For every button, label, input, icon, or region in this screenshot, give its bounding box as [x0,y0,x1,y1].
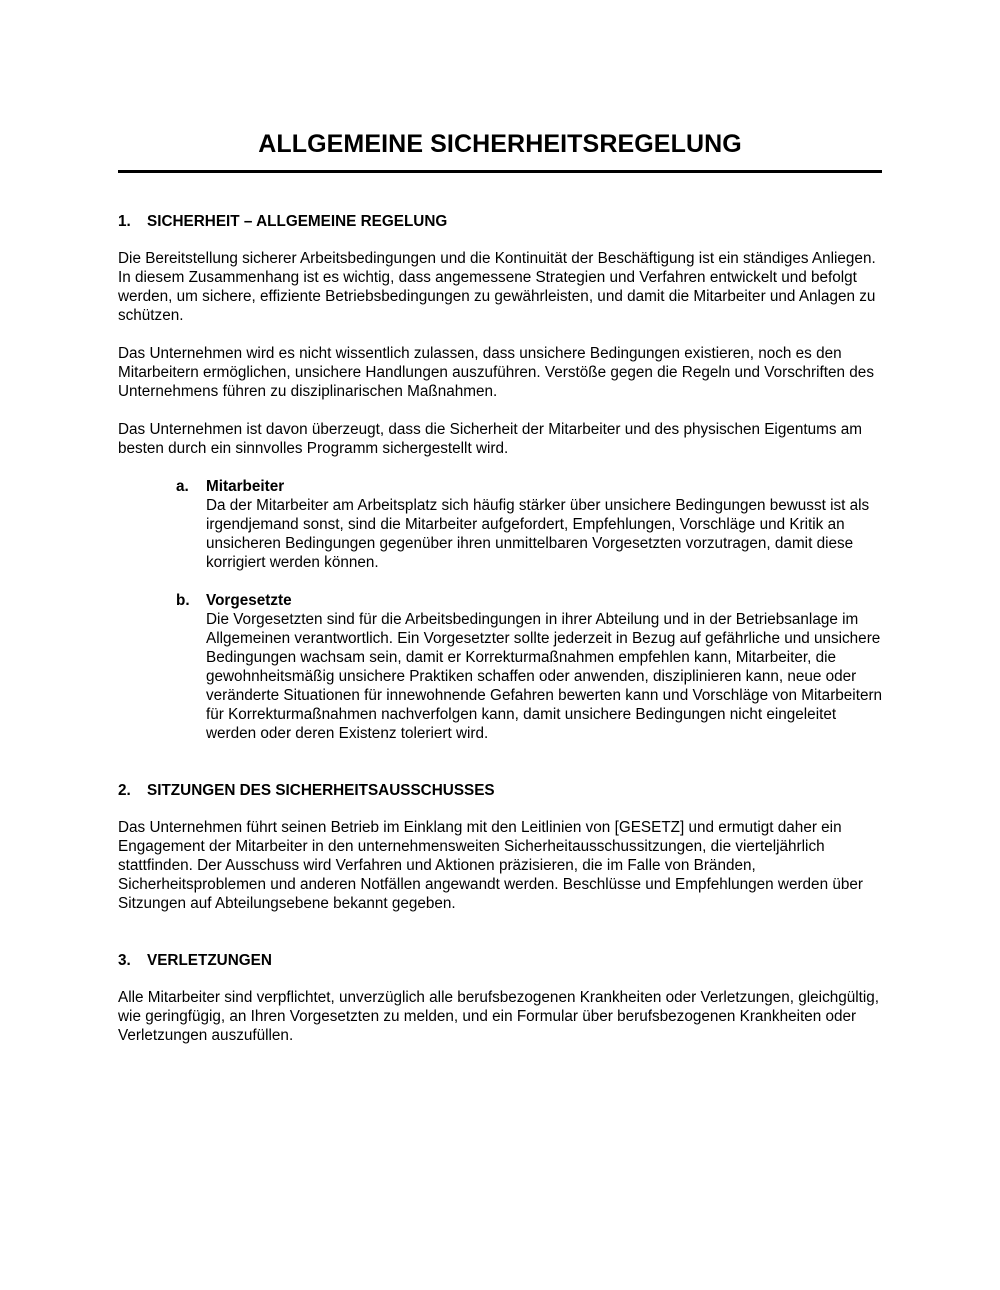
list-item-text: Die Vorgesetzten sind für die Arbeitsbedingungen in ihrer Abteilung und in der Betriebsanlage im Allgemeinen verantwortlich. Ein Vorgesetzter sollte jederzeit in Bezug auf gefährliche und unsichere Bedingungen wachsam sein, damit er Korrekturmaßnahmen empfehlen kann, Mitarbeiter, die gewohnheitsmäßig unsichere Praktiken schaffen oder anwenden, disziplinieren kann, neue oder veränderte Situationen für innewohnende Gefahren bewerten kann und Vorschläge von Mitarbeitern für Korrekturmaßnahmen nachverfolgen kann, damit unsichere Bedingungen nicht eingeleitet werden oder deren Existenz toleriert wird. [206,611,883,742]
list-item-title: Mitarbeiter [206,478,285,495]
list-item-text: Da der Mitarbeiter am Arbeitsplatz sich häufig stärker über unsichere Bedingungen bewusst ist als irgendjemand sonst, sind die Mitarbeiter aufgefordert, Empfehlungen, Vorschläge und Kritik an unsicheren Bedingungen gegenüber ihren unmittelbaren Vorgesetzten vorzutragen, damit diese korrigiert werden können. [206,497,870,571]
list-item-vorgesetzte [176,591,884,743]
paragraph: Das Unternehmen ist davon überzeugt, dass die Sicherheit der Mitarbeiter und des physischen Eigentums am besten durch ein sinnvolles Programm sichergestellt wird. [118,421,862,457]
paragraph: Das Unternehmen führt seinen Betrieb im Einklang mit den Leitlinien von [GESETZ] und ermutigt daher ein Engagement der Mitarbeiter in den unternehmensweiten Sicherheitausschussitzungen, die vierteljährlich stattfinden. Der Ausschuss wird Verfahren und Aktionen präzisieren, die im Falle von Bränden, Sicherheitsproblemen und anderen Notfällen angewandt werden. Beschlüsse und Empfehlungen werden über Sitzungen auf Abteilungsebene bekannt gegeben. [118,819,863,912]
section-number: 2. [118,782,131,799]
section-number: 1. [118,213,131,230]
paragraph: Das Unternehmen wird es nicht wissentlich zulassen, dass unsichere Bedingungen existieren, noch es den Mitarbeitern ermöglichen, unsichere Handlungen auszuführen. Verstöße gegen die Regeln und Vorschriften des Unternehmens führen zu disziplinarischen Maßnahmen. [118,345,874,400]
section-heading-2 [118,781,884,800]
paragraph: Alle Mitarbeiter sind verpflichtet, unverzüglich alle berufsbezogenen Krankheiten oder Verletzungen, gleichgültig, wie geringfügig, an Ihren Vorgesetzten zu melden, und ein Formular über berufsbezogenen Krankheiten oder Verletzungen auszufüllen. [118,989,880,1044]
list-item-letter: b. [176,592,190,609]
document-body [118,212,884,1045]
list-item-title: Vorgesetzte [206,592,292,609]
document-title: ALLGEMEINE SICHERHEITSREGELUNG [258,130,742,158]
section-title: SITZUNGEN DES SICHERHEITSAUSSCHUSSES [147,782,495,799]
title-divider [118,170,882,173]
section-heading-1 [118,212,884,231]
list-item-mitarbeiter [176,477,884,572]
section-title: SICHERHEIT – ALLGEMEINE REGELUNG [147,213,448,230]
paragraph: Die Bereitstellung sicherer Arbeitsbedingungen und die Kontinuität der Beschäftigung ist ein ständiges Anliegen. In diesem Zusammenhang ist es wichtig, dass angemessene Strategien und Verfahren entwickelt und befolgt werden, um sichere, effiziente Betriebsbedingungen zu gewährleisten, und damit die Mitarbeiter und Anlagen zu schützen. [118,250,876,324]
section-heading-3 [118,951,884,970]
section-number: 3. [118,952,131,969]
section-title: VERLETZUNGEN [147,952,272,969]
list-item-letter: a. [176,478,189,495]
